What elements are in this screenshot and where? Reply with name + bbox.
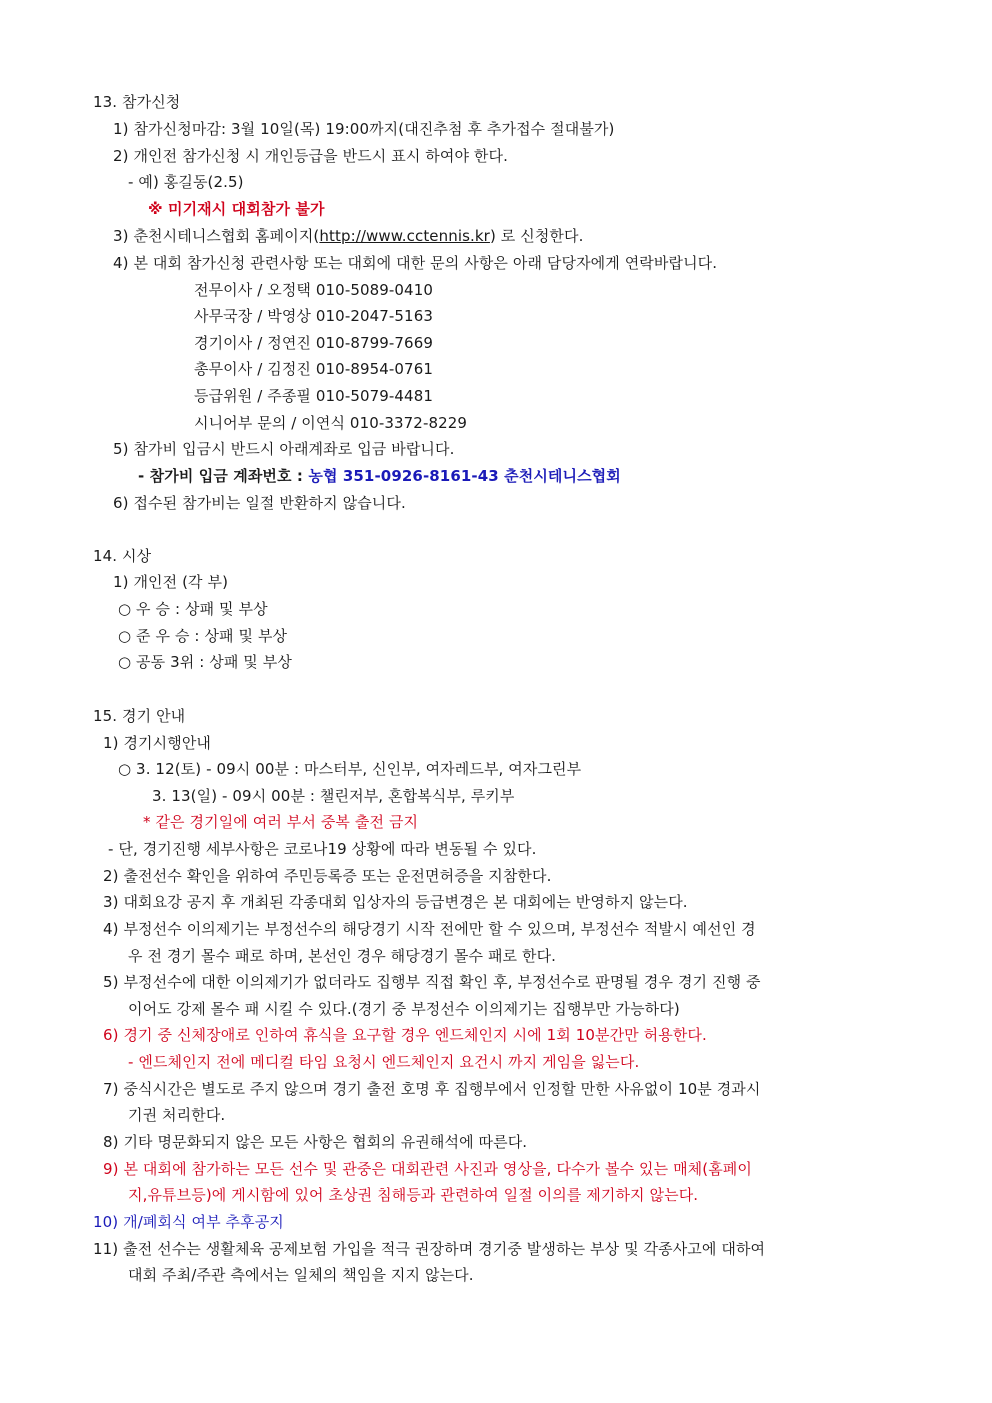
s15-item-11-line-1: 11) 출전 선수는 생활체육 공제보험 가입을 적극 권장하며 경기중 발생하는 부상 및 각종사고에 대하여: [93, 1240, 766, 1258]
s15-item-2: 2) 출전선수 확인을 위하여 주민등록증 또는 운전면허증을 지참한다.: [103, 867, 552, 885]
schedule-day-2: 3. 13(일) - 09시 00분 : 챌린저부, 혼합복식부, 루키부: [152, 787, 515, 805]
contact-3: 경기이사 / 정연진 010-8799-7669: [194, 334, 433, 352]
section-15-title: 15. 경기 안내: [93, 707, 186, 725]
s13-warning: ※ 미기재시 대회참가 불가: [148, 200, 325, 218]
account-number: 농협 351-0926-8161-43 춘천시테니스협회: [308, 467, 621, 485]
s15-item-4-line-1: 4) 부정선수 이의제기는 부정선수의 해당경기 시작 전에만 할 수 있으며, 부정선수 적발시 예선인 경: [103, 920, 756, 938]
contact-2: 사무국장 / 박영상 010-2047-5163: [194, 307, 433, 325]
section-13-title: 13. 참가신청: [93, 93, 181, 111]
s15-item-5-line-1: 5) 부정선수에 대한 이의제기가 없더라도 집행부 직접 확인 후, 부정선수로 판명될 경우 경기 진행 중: [103, 973, 761, 991]
s13-example: - 예) 홍길동(2.5): [128, 173, 244, 191]
s15-item-1: 1) 경기시행안내: [103, 734, 212, 752]
s14-item-1: 1) 개인전 (각 부): [113, 573, 229, 591]
s15-item-7-line-2: 기권 처리한다.: [128, 1106, 226, 1124]
s13-account-line: [138, 466, 621, 486]
s15-covid-note: - 단, 경기진행 세부사항은 코로나19 상황에 따라 변동될 수 있다.: [108, 840, 537, 858]
s15-item-3: 3) 대회요강 공지 후 개최된 각종대회 입상자의 등급변경은 본 대회에는 반영하지 않는다.: [103, 893, 688, 911]
s13-item-3: [113, 226, 583, 246]
award-3rd: ○ 공동 3위 : 상패 및 부상: [118, 653, 292, 671]
s15-item-8: 8) 기타 명문화되지 않은 모든 사항은 협회의 유권해석에 따른다.: [103, 1133, 528, 1151]
s13-item-6: 6) 접수된 참가비는 일절 반환하지 않습니다.: [113, 494, 406, 512]
s15-item-9-line-1: 9) 본 대회에 참가하는 모든 선수 및 관중은 대회관련 사진과 영상을, 다수가 볼수 있는 매체(홈페이: [103, 1160, 752, 1178]
s15-item-6: 6) 경기 중 신체장애로 인하여 휴식을 요구할 경우 엔드체인지 시에 1회 10분간만 허용한다.: [103, 1026, 707, 1044]
s13-item-1: 1) 참가신청마감: 3월 10일(목) 19:00까지(대진추첨 후 추가접수 절대불가): [113, 120, 615, 138]
s15-item-6-note: - 엔드체인지 전에 메디컬 타임 요청시 엔드체인지 요건시 까지 게임을 잃는다.: [128, 1053, 640, 1071]
s15-item-4-line-2: 우 전 경기 몰수 패로 하며, 본선인 경우 해당경기 몰수 패로 한다.: [128, 947, 557, 965]
s15-item-9-line-2: 지,유튜브등)에 게시함에 있어 초상권 침해등과 관련하여 일절 이의를 제기하지 않는다.: [128, 1186, 699, 1204]
section-14-title: 14. 시상: [93, 547, 152, 565]
schedule-day-1: ○ 3. 12(토) - 09시 00분 : 마스터부, 신인부, 여자레드부, 여자그린부: [118, 760, 582, 778]
contact-4: 총무이사 / 김정진 010-8954-0761: [194, 360, 433, 378]
s15-item-7-line-1: 7) 중식시간은 별도로 주지 않으며 경기 출전 호명 후 집행부에서 인정할 만한 사유없이 10분 경과시: [103, 1080, 761, 1098]
s13-item-3-pre: 3) 춘천시테니스협회 홈페이지(: [113, 227, 320, 245]
award-1st: ○ 우 승 : 상패 및 부상: [118, 600, 268, 618]
s13-item-2: 2) 개인전 참가신청 시 개인등급을 반드시 표시 하여야 한다.: [113, 147, 508, 165]
contact-6: 시니어부 문의 / 이연식 010-3372-8229: [194, 414, 468, 432]
contact-5: 등급위원 / 주종필 010-5079-4481: [194, 387, 433, 405]
s15-item-11-line-2: 대회 주최/주관 측에서는 일체의 책임을 지지 않는다.: [128, 1266, 474, 1284]
award-2nd: ○ 준 우 승 : 상패 및 부상: [118, 627, 288, 645]
contact-1: 전무이사 / 오정택 010-5089-0410: [194, 281, 433, 299]
s13-item-5: 5) 참가비 입금시 반드시 아래계좌로 입금 바랍니다.: [113, 440, 455, 458]
s13-item-4: 4) 본 대회 참가신청 관련사항 또는 대회에 대한 문의 사항은 아래 담당자에게 연락바랍니다.: [113, 254, 718, 272]
homepage-link[interactable]: http://www.cctennis.kr: [319, 227, 490, 245]
duplicate-entry-warning: * 같은 경기일에 여러 부서 중복 출전 금지: [143, 813, 419, 831]
s13-item-3-post: ) 로 신청한다.: [489, 227, 584, 245]
s15-item-5-line-2: 이어도 강제 몰수 패 시킬 수 있다.(경기 중 부정선수 이의제기는 집행부만 가능하다): [128, 1000, 680, 1018]
account-label: - 참가비 입금 계좌번호 :: [138, 467, 309, 485]
s15-item-10: 10) 개/폐회식 여부 추후공지: [93, 1213, 284, 1231]
